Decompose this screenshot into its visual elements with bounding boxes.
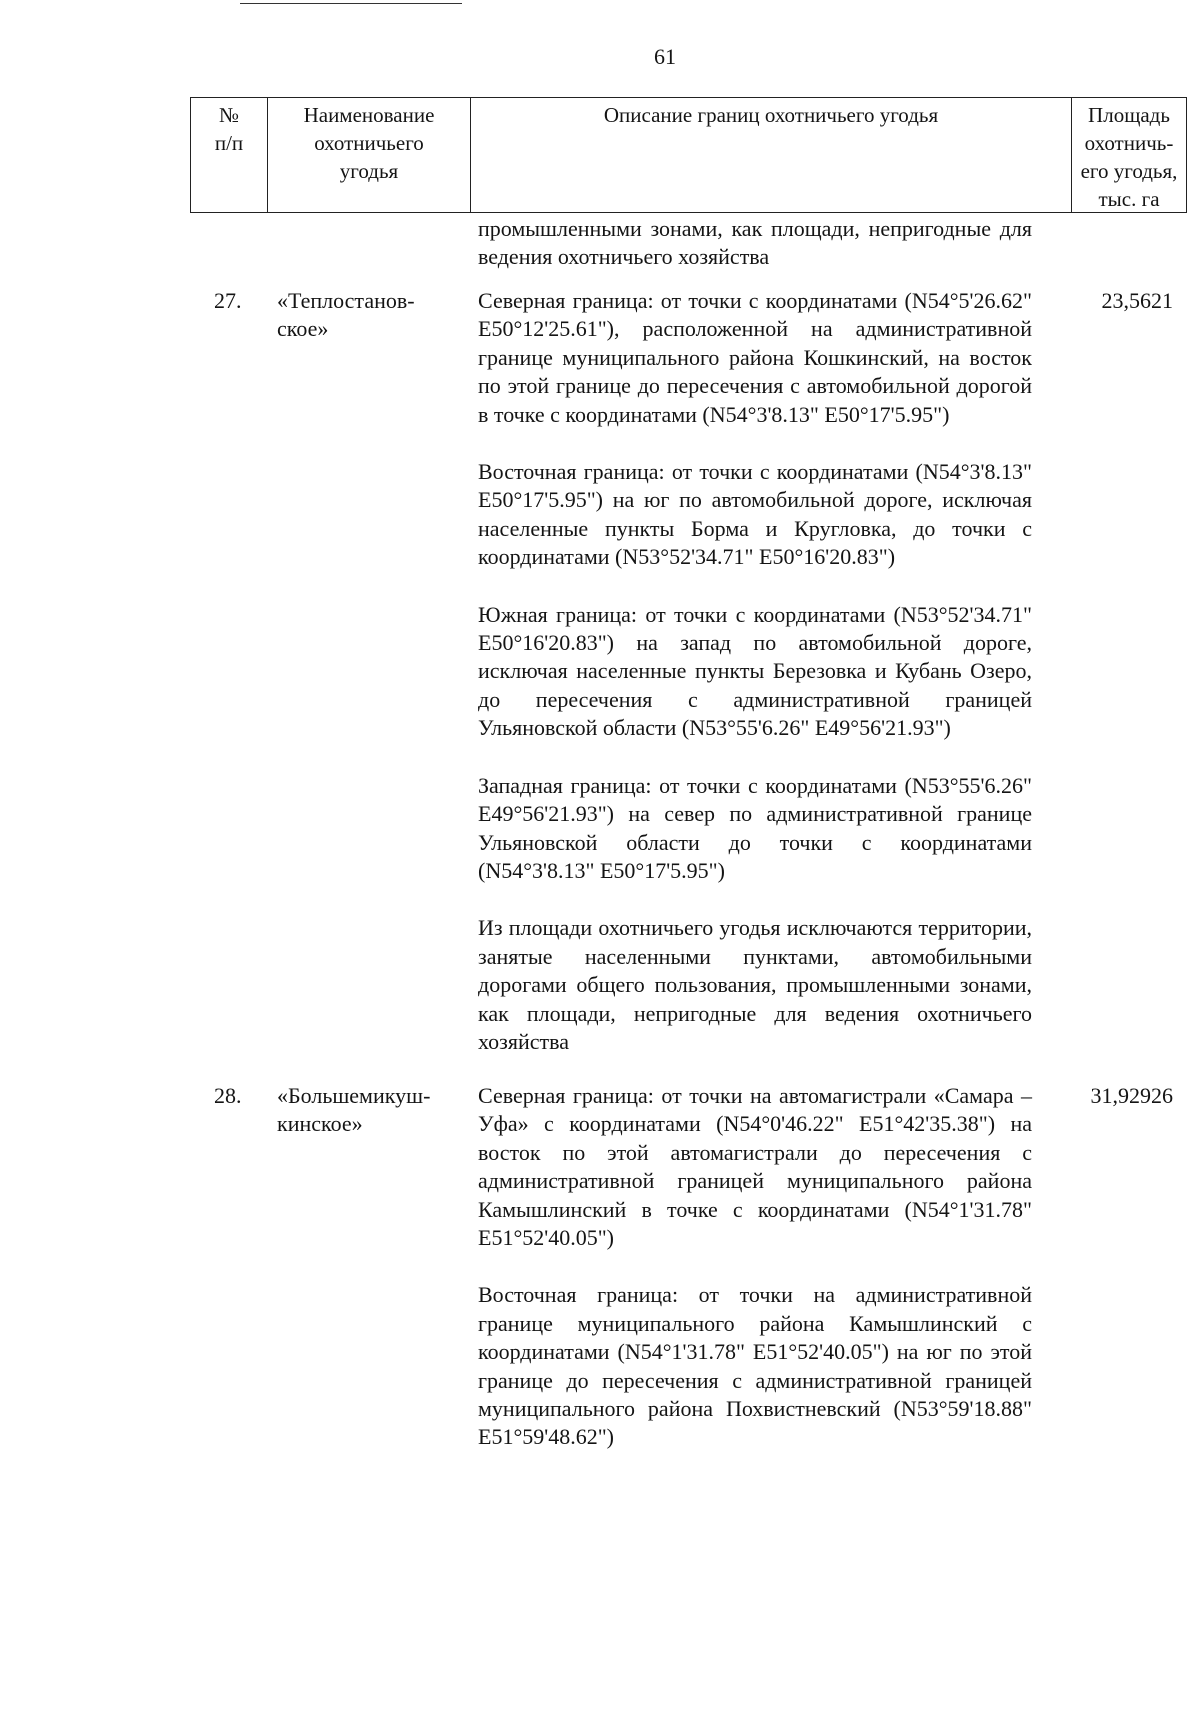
scan-top-rule bbox=[240, 3, 462, 4]
header-name-column bbox=[268, 98, 471, 212]
name-line: «Большемикуш- bbox=[277, 1083, 431, 1108]
east-boundary-paragraph: Восточная граница: от точки с координатами (N54°3'8.13" E50°17'5.95") на юг по автомобильной дороге, исключая населенные пункты Борма и Кругловка, до точки с координатами (N53°52'34.71" E50°16'20.83") bbox=[478, 459, 1032, 570]
boundary-description bbox=[478, 1082, 1032, 1481]
header-number-line: № bbox=[218, 103, 240, 127]
row-number: 28. bbox=[214, 1083, 242, 1108]
header-description-column bbox=[471, 98, 1072, 212]
west-boundary-paragraph: Западная граница: от точки с координатами (N53°55'6.26" E49°56'21.93") на север по административной границе Ульяновской области до точки с координатами (N54°3'8.13" E50°17'5.95") bbox=[478, 772, 1032, 883]
header-name-line: Наименование bbox=[303, 103, 435, 127]
south-boundary-paragraph: Южная граница: от точки с координатами (N53°52'34.71" E50°16'20.83") на запад по автомобильной дороге, исключая населенные пункты Березовка и Кубань Озеро, до пересечения с административной границей Ульяновской области (N53°55'6.26" E49°56'21.93") bbox=[478, 601, 1032, 741]
header-name-line: угодья bbox=[339, 159, 399, 183]
continuation-paragraph: промышленными зонами, как площади, непригодные для ведения охотничьего хозяйства bbox=[478, 216, 1032, 270]
boundary-description bbox=[478, 287, 1032, 1085]
table-header bbox=[190, 97, 1187, 213]
header-area-line: тыс. га bbox=[1098, 187, 1160, 211]
area-value: 23,5621 bbox=[1101, 288, 1173, 313]
row-number: 27. bbox=[214, 288, 242, 313]
north-boundary-paragraph: Северная граница: от точки на автомагистрали «Самара – Уфа» с координатами (N54°0'46.22" E51°42'35.38") на восток по этой автомагистрали до пересечения с административной границей муниципального района Камышлинский в точке с координатами (N54°1'31.78" E51°52'40.05") bbox=[478, 1083, 1032, 1251]
name-line: кинское» bbox=[277, 1111, 363, 1137]
hunting-ground-name bbox=[277, 1082, 467, 1139]
hunting-ground-name bbox=[277, 287, 467, 344]
header-area-line: его угодья, bbox=[1080, 159, 1178, 183]
header-description-line: Описание границ охотничьего угодья bbox=[603, 103, 939, 127]
header-number-column bbox=[191, 98, 268, 212]
north-boundary-paragraph: Северная граница: от точки с координатами (N54°5'26.62" E50°12'25.61"), расположенной на административной границе муниципального района Кошкинский, на восток по этой границе до пересечения с автомобильной дорогой в точке с координатами (N54°3'8.13" E50°17'5.95") bbox=[478, 288, 1032, 427]
exclusions-paragraph: Из площади охотничьего угодья исключаются территории, занятые населенными пунктами, автомобильными дорогами общего пользования, промышленными зонами, как площади, непригодные для ведения охотничьего хозяйства bbox=[478, 915, 1032, 1054]
name-line: ское» bbox=[277, 316, 329, 342]
area-value: 31,92926 bbox=[1090, 1083, 1173, 1108]
header-area-column bbox=[1072, 98, 1186, 212]
east-boundary-paragraph: Восточная граница: от точки на административной границе муниципального района Камышлинский с координатами (N54°1'31.78" E51°52'40.05") на юг по этой границе до пересечения с административной границей муниципального района Похвистневский (N53°59'18.88" E51°59'48.62") bbox=[478, 1282, 1032, 1450]
header-number-line: п/п bbox=[214, 131, 244, 155]
header-area-line: охотничь- bbox=[1084, 131, 1174, 155]
name-line: «Теплостанов- bbox=[277, 288, 415, 313]
page-number: 61 bbox=[654, 44, 676, 69]
header-name-line: охотничьего bbox=[314, 131, 424, 155]
header-area-line: Площадь bbox=[1088, 103, 1170, 127]
